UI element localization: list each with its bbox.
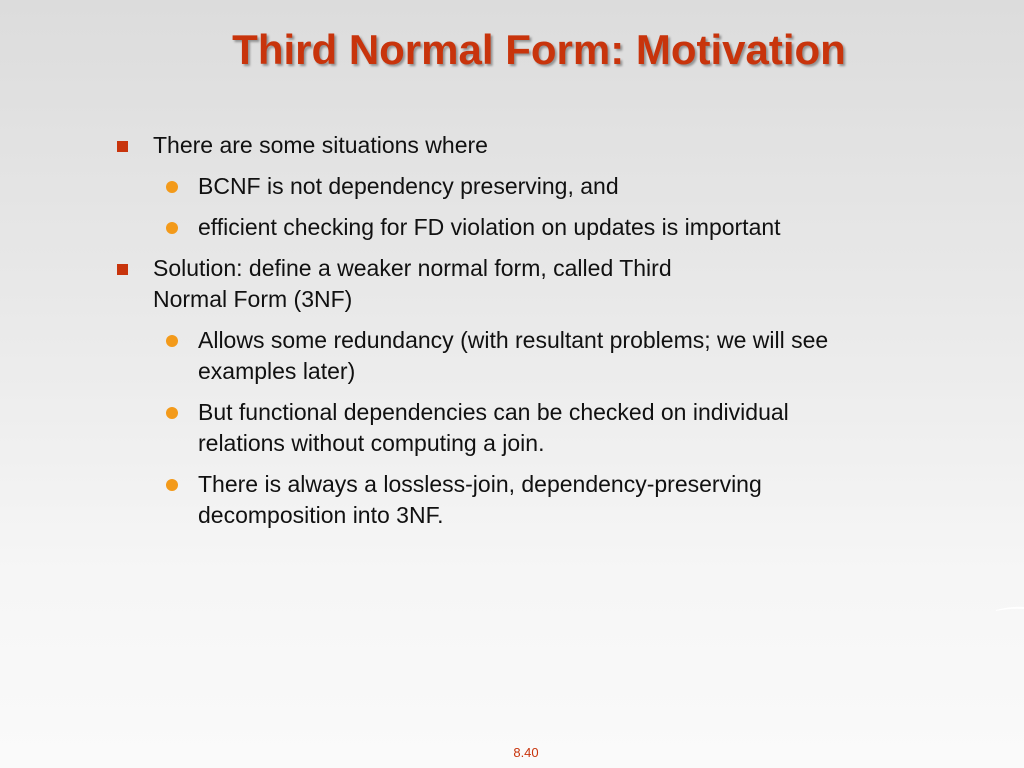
slide-title: Third Normal Form: Motivation xyxy=(232,26,846,73)
slide-content xyxy=(0,130,1024,541)
circle-bullet-icon xyxy=(166,407,178,419)
sub-bullet-text: There is always a lossless-join, dependency-preserving decomposition into 3NF. xyxy=(198,471,762,528)
circle-bullet-icon xyxy=(166,181,178,193)
decorative-swoosh xyxy=(996,606,1024,612)
circle-bullet-icon xyxy=(166,335,178,347)
bullet-text: There are some situations where xyxy=(153,132,488,158)
sub-bullet-text: But functional dependencies can be checked on individual relations without computing a join. xyxy=(198,399,789,456)
circle-bullet-icon xyxy=(166,222,178,234)
circle-bullet-icon xyxy=(166,479,178,491)
bullet-text: Solution: define a weaker normal form, called Third Normal Form (3NF) xyxy=(153,255,672,312)
square-bullet-icon xyxy=(117,264,128,275)
sub-bullet-item xyxy=(0,171,858,202)
bullet-item xyxy=(0,253,743,315)
sub-bullet-item xyxy=(0,397,858,459)
sub-bullet-text: BCNF is not dependency preserving, and xyxy=(198,173,619,199)
square-bullet-icon xyxy=(117,141,128,152)
sub-bullet-text: Allows some redundancy (with resultant problems; we will see examples later) xyxy=(198,327,829,384)
sub-bullet-item xyxy=(0,469,858,531)
sub-bullet-item xyxy=(0,325,858,387)
bullet-item xyxy=(0,130,753,161)
sub-bullet-text: efficient checking for FD violation on updates is important xyxy=(198,214,781,240)
page-number: 8.40 xyxy=(513,745,539,760)
sub-bullet-item xyxy=(0,212,858,243)
